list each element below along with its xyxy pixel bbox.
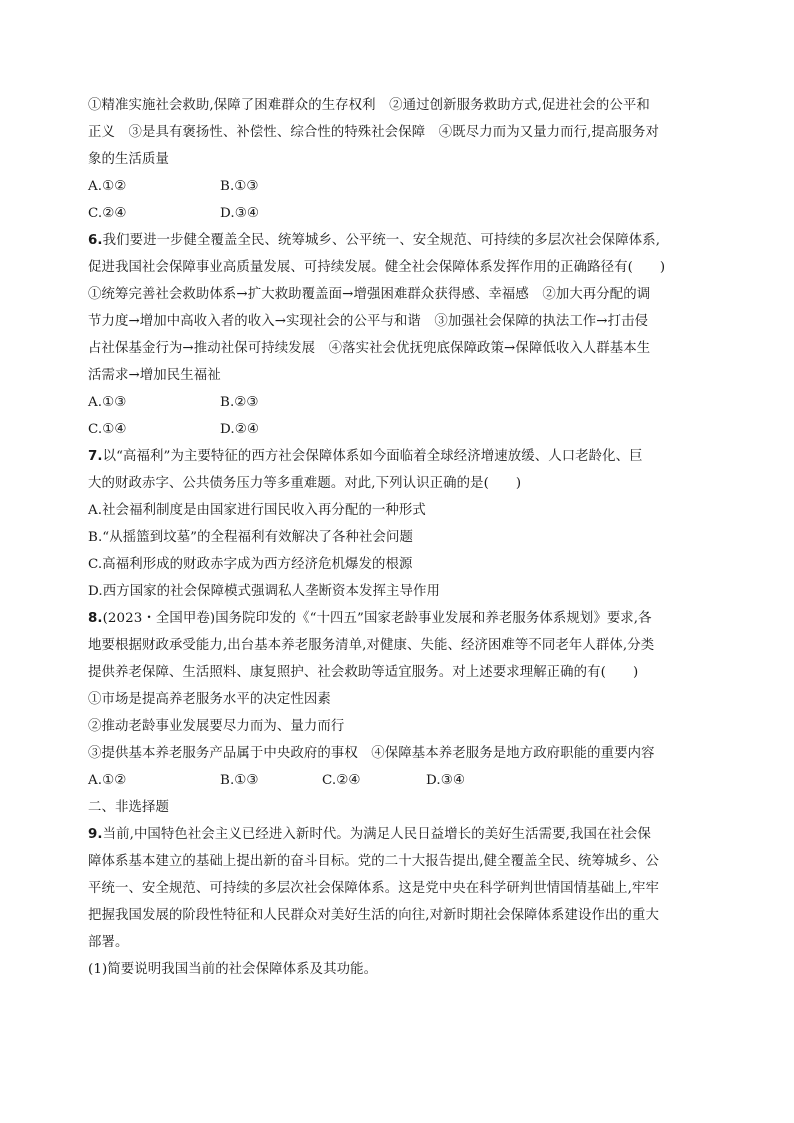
q7-stem-line-1: 7.以“高福利”为主要特征的西方社会保障体系如今面临着全球经济增速放缓、人口老龄化、巨 — [88, 449, 643, 464]
q5-statements-line-1: ①精准实施社会救助,保障了困难群众的生存权利 ②通过创新服务救助方式,促进社会的公平和 — [88, 98, 650, 113]
q6-stem-line-1: 6.我们要进一步健全覆盖全民、统筹城乡、公平统一、安全规范、可持续的多层次社会保障体系, — [88, 233, 661, 248]
q8-option-a[interactable]: A.①② — [88, 773, 127, 788]
q6-option-d[interactable]: D.②④ — [220, 422, 259, 437]
q6-option-a[interactable]: A.①③ — [88, 395, 127, 410]
q7-option-d[interactable]: D.西方国家的社会保障模式强调私人垄断资本发挥主导作用 — [88, 584, 440, 599]
q8-number: 8. — [88, 611, 103, 626]
q9-stem-line-1: 9.当前,中国特色社会主义已经进入新时代。为满足人民日益增长的美好生活需要,我国在社会保 — [88, 827, 651, 842]
q8-options-row — [88, 767, 688, 794]
q7-stem-line-2: 大的财政赤字、公共债务压力等多重难题。对此,下列认识正确的是( ) — [88, 476, 522, 491]
q5-option-c[interactable]: C.②④ — [88, 206, 127, 221]
q9-stem-line-5: 部署。 — [88, 935, 129, 950]
q5-statements-line-3: 象的生活质量 — [88, 152, 169, 167]
q8-stem-line-1: 8.(2023・全国甲卷)国务院印发的《“十四五”国家老龄事业发展和养老服务体系规划》要求,各 — [88, 611, 652, 626]
q8-statement-1: ①市场是提高养老服务水平的决定性因素 — [88, 692, 331, 707]
q7-option-b[interactable]: B.“从摇篮到坟墓”的全程福利有效解决了各种社会问题 — [88, 530, 413, 545]
q8-statement-3-4: ③提供基本养老服务产品属于中央政府的事权 ④保障基本养老服务是地方政府职能的重要内容 — [88, 746, 655, 761]
q6-option-c[interactable]: C.①④ — [88, 422, 127, 437]
q5-option-b[interactable]: B.①③ — [220, 179, 259, 194]
q8-stem-line-2: 地要根据财政承受能力,出台基本养老服务清单,对健康、失能、经济困难等不同老年人群体,分类 — [88, 638, 655, 653]
q5-options-row-2 — [88, 200, 688, 227]
q9-subquestion-1: (1)简要说明我国当前的社会保障体系及其功能。 — [88, 962, 378, 977]
q9-stem-line-2: 障体系基本建立的基础上提出新的奋斗目标。党的二十大报告提出,健全覆盖全民、统筹城乡、公 — [88, 854, 659, 869]
section-heading-non-choice: 二、非选择题 — [88, 800, 169, 815]
q9-stem-line-3: 平统一、安全规范、可持续的多层次社会保障体系。这是党中央在科学研判世情国情基础上,牢牢 — [88, 881, 659, 896]
q5-option-d[interactable]: D.③④ — [220, 206, 259, 221]
q6-stem-line-2: 促进我国社会保障事业高质量发展、可持续发展。健全社会保障体系发挥作用的正确路径有( ) — [88, 260, 666, 275]
q6-statements-line-1: ①统筹完善社会救助体系→扩大救助覆盖面→增强困难群众获得感、幸福感 ②加大再分配的调 — [88, 287, 651, 302]
q5-options-row-1 — [88, 173, 688, 200]
q5-option-a[interactable]: A.①② — [88, 179, 127, 194]
q6-statements-line-4: 活需求→增加民生福祉 — [88, 368, 221, 383]
q9-number: 9. — [88, 827, 103, 842]
q6-option-b[interactable]: B.②③ — [220, 395, 259, 410]
q8-option-b[interactable]: B.①③ — [220, 773, 259, 788]
q8-option-c[interactable]: C.②④ — [322, 773, 361, 788]
q7-option-a[interactable]: A.社会福利制度是由国家进行国民收入再分配的一种形式 — [88, 503, 426, 518]
q7-number: 7. — [88, 449, 103, 464]
q6-number: 6. — [88, 233, 103, 248]
q6-statements-line-3: 占社保基金行为→推动社保可持续发展 ④落实社会优抚兜底保障政策→保障低收入人群基本生 — [88, 341, 651, 356]
q6-options-row-2 — [88, 416, 688, 443]
q7-option-c[interactable]: C.高福利形成的财政赤字成为西方经济危机爆发的根源 — [88, 557, 413, 572]
q9-stem-line-4: 把握我国发展的阶段性特征和人民群众对美好生活的向往,对新时期社会保障体系建设作出的重大 — [88, 908, 659, 923]
question-content — [88, 92, 688, 983]
q5-statements-line-2: 正义 ③是具有褒扬性、补偿性、综合性的特殊社会保障 ④既尽力而为又量力而行,提高服务对 — [88, 125, 659, 140]
q6-statements-line-2: 节力度→增加中高收入者的收入→实现社会的公平与和谐 ③加强社会保障的执法工作→打击侵 — [88, 314, 649, 329]
q8-stem-line-3: 提供养老保障、生活照料、康复照护、社会救助等适宜服务。对上述要求理解正确的有( ) — [88, 665, 639, 680]
q8-statement-2: ②推动老龄事业发展要尽力而为、量力而行 — [88, 719, 345, 734]
q8-option-d[interactable]: D.③④ — [426, 773, 465, 788]
q6-options-row-1 — [88, 389, 688, 416]
